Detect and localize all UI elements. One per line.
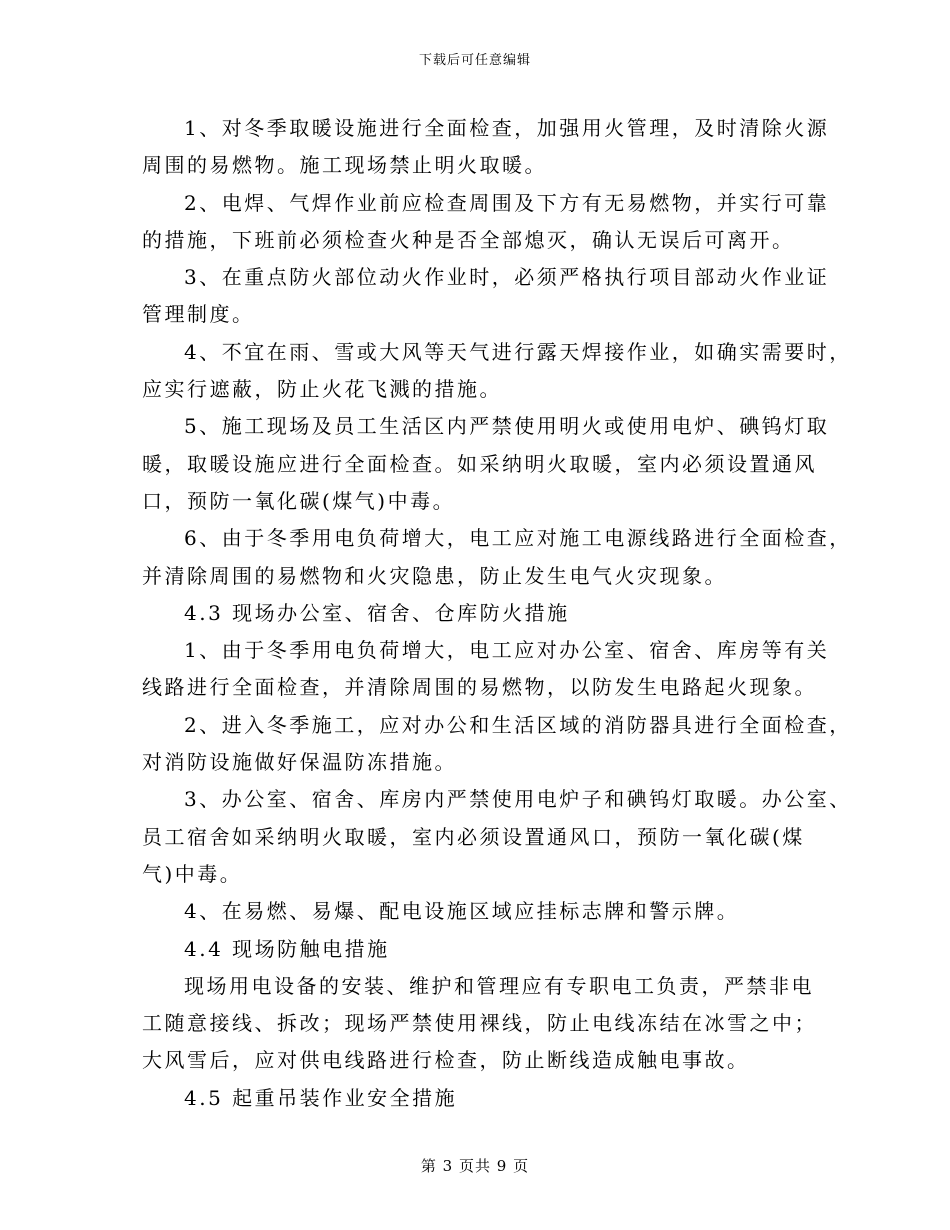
document-body bbox=[142, 110, 852, 1117]
paragraph-line: 的措施，下班前必须检查火种是否全部熄灭，确认无误后可离开。 bbox=[142, 227, 795, 252]
paragraph-line: 5、施工现场及员工生活区内严禁使用明火或使用电炉、碘钨灯取 bbox=[184, 414, 830, 439]
paragraph-line: 2、进入冬季施工，应对办公和生活区域的消防器具进行全面检查， bbox=[184, 712, 852, 737]
paragraph-line: 1、由于冬季用电负荷增大，电工应对办公室、宿舍、库房等有关 bbox=[184, 638, 830, 663]
paragraph-line: 6、由于冬季用电负荷增大，电工应对施工电源线路进行全面检查， bbox=[184, 526, 852, 551]
paragraph-line: 对消防设施做好保温防冻措施。 bbox=[142, 750, 457, 775]
paragraph-line: 现场用电设备的安装、维护和管理应有专职电工负责，严禁非电 bbox=[184, 973, 814, 998]
section-heading: 4.3 现场办公室、宿舍、仓库防火措施 bbox=[184, 600, 570, 625]
paragraph-line: 工随意接线、拆改；现场严禁使用裸线，防止电线冻结在冰雪之中； bbox=[142, 1011, 817, 1036]
paragraph-line: 周围的易燃物。施工现场禁止明火取暖。 bbox=[142, 153, 547, 178]
paragraph-line: 气)中毒。 bbox=[142, 861, 243, 886]
paragraph-line: 大风雪后，应对供电线路进行检查，防止断线造成触电事故。 bbox=[142, 1048, 750, 1073]
paragraph-line: 口，预防一氧化碳(煤气)中毒。 bbox=[142, 488, 456, 513]
paragraph-line: 员工宿舍如采纳明火取暖，室内必须设置通风口，预防一氧化碳(煤 bbox=[142, 824, 805, 849]
paragraph-line: 2、电焊、气焊作业前应检查周围及下方有无易燃物，并实行可靠 bbox=[184, 190, 830, 215]
paragraph-line: 管理制度。 bbox=[142, 302, 255, 327]
page-header: 下载后可任意编辑 bbox=[418, 53, 531, 68]
paragraph-line: 1、对冬季取暖设施进行全面检查，加强用火管理，及时清除火源 bbox=[184, 116, 830, 140]
paragraph-line: 4、不宜在雨、雪或大风等天气进行露天焊接作业，如确实需要时， bbox=[184, 339, 852, 364]
paragraph-line: 暖，取暖设施应进行全面检查。如采纳明火取暖，室内必须设置通风 bbox=[142, 451, 817, 476]
section-heading: 4.4 现场防触电措施 bbox=[184, 936, 390, 961]
section-heading: 4.5 起重吊装作业安全措施 bbox=[184, 1085, 458, 1110]
paragraph-line: 3、办公室、宿舍、库房内严禁使用电炉子和碘钨灯取暖。办公室、 bbox=[184, 787, 852, 812]
paragraph-line: 应实行遮蔽，防止火花飞溅的措施。 bbox=[142, 377, 502, 402]
paragraph-line: 线路进行全面检查，并清除周围的易燃物，以防发生电路起火现象。 bbox=[142, 675, 817, 700]
paragraph-line: 并清除周围的易燃物和火灾隐患，防止发生电气火灾现象。 bbox=[142, 563, 727, 588]
paragraph-line: 4、在易燃、易爆、配电设施区域应挂标志牌和警示牌。 bbox=[184, 899, 740, 924]
page-footer: 第 3 页共 9 页 bbox=[420, 1157, 530, 1175]
paragraph-line: 3、在重点防火部位动火作业时，必须严格执行项目部动火作业证 bbox=[184, 265, 830, 290]
